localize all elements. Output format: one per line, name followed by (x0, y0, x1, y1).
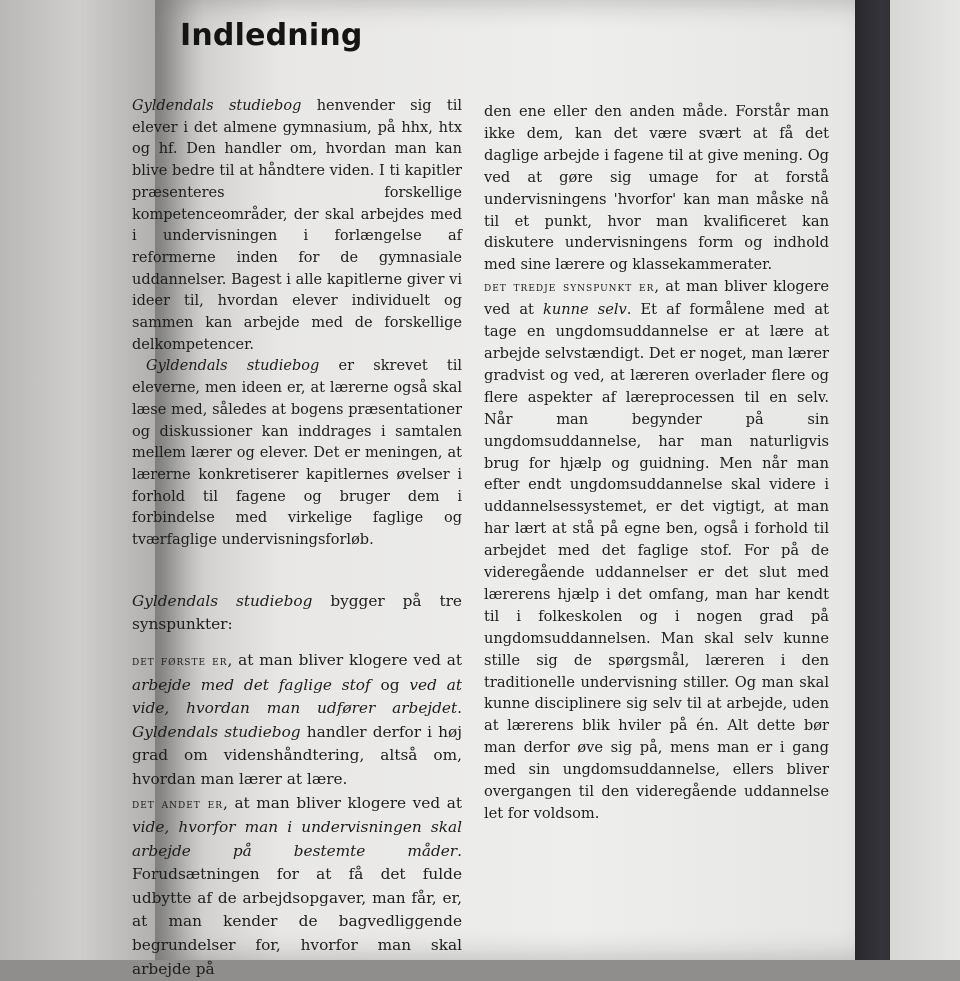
paragraph-continuation: den ene eller den anden måde. Forstår man ikke dem, kan det være svært at få det daglige arbejde i fagene til at give mening. Og ved at gøre sig umage for at forstå undervisningens 'hvorfor' kan man måske nå til et punkt, hvor man kvalificeret kan diskutere undervisningens form og indhold med sine lærere og klassekammerater. (484, 103, 829, 274)
chapter-heading: Indledning (180, 18, 363, 53)
desk-surface (890, 0, 960, 960)
left-column (132, 96, 462, 981)
paragraph-viewpoints-intro: Gyldendals studiebog bygger på tre synspunkter: (132, 591, 462, 634)
paragraph-intro: Gyldendals studiebog henvender sig til elever i det almene gymnasium, på hhx, htx og hf. Den handler om, hvordan man kan blive bedre til at håndtere viden. I ti kapitler præsenteres forskellige kompetenceområder, der skal arbejdes med i undervisningen i forlængelse af reformerne inden for de gymnasiale uddannelser. Bagest i alle kapitlerne giver vi ideer til, hvordan elever individuelt og sammen kan arbejde med de forskellige delkompetencer. (132, 98, 462, 353)
viewpoints-section (132, 590, 462, 981)
paragraph-first-viewpoint: det første er, at man bliver klogere ved at arbejde med det faglige stof og ved at vide, hvordan man udfører arbejdet. Gyldendals studiebog handler derfor i høj grad om videnshåndtering, altså om, hvordan man lærer at lære. (132, 650, 462, 788)
right-column (484, 101, 829, 825)
small-caps-lead: det tredje synspunkt er (484, 280, 655, 296)
book-title: Gyldendals studiebog (132, 591, 313, 610)
small-caps-lead: det andet er (132, 796, 223, 812)
book-title: Gyldendals studiebog (132, 722, 301, 741)
section-gap (132, 552, 462, 590)
book-title: Gyldendals studiebog (132, 98, 302, 114)
paragraph-audience: Gyldendals studiebog er skrevet til eleverne, men ideen er, at lærerne også skal læse med, således at bogens præsentationer og diskussioner kan inddrages i samtalen mellem lærer og elever. Det er meningen, at lærerne konkretiserer kapitlernes øvelser i forhold til fagene og bruger dem i forbindelse med virkelige faglige og tværfaglige undervisningsforløb. (132, 358, 462, 549)
paragraph-second-viewpoint: det andet er, at man bliver klogere ved at vide, hvorfor man i undervisningen skal arbejde på bestemte måder. Forudsætningen for at få det fulde udbytte af de arbejdsopgaver, man får, er, at man kender de bagvedliggende begrundelser for, hvorfor man skal arbejde på (132, 793, 462, 978)
paragraph-third-viewpoint: det tredje synspunkt er, at man bliver klogere ved at kunne selv. Et af formålene med at tage en ungdomsuddannelse er at lære at arbejde selvstændigt. Det er noget, man lærer gradvist og ved, at læreren overlader flere og flere aspekter af læreprocessen til en selv. Når man begynder på sin ungdomsuddannelse, har man naturligvis brug for hjælp og guidning. Men når man efter endt ungdomsuddannelse skal videre i uddannelsessystemet, er det vigtigt, at man har lært at stå på egne ben, også i forhold til arbejdet med det faglige stof. For på de videregående uddannelser er det slut med lærerens hjælp i det omfang, man har kendt til i folkeskolen og i nogen grad på ungdomsuddannelsen. Man skal selv kunne stille sig de spørgsmål, læreren i den traditionelle undervisning stiller. Og man skal kunne disciplinere sig selv til at arbejde, uden at lærerens blik hviler på én. Alt dette bør man derfor øve sig på, mens man er i gang med sin ungdomsuddannelse, ellers bliver overgangen til den videregående uddannelse let for voldsom. (484, 278, 829, 822)
small-caps-lead: det første er (132, 653, 228, 669)
book-title: Gyldendals studiebog (146, 358, 320, 375)
